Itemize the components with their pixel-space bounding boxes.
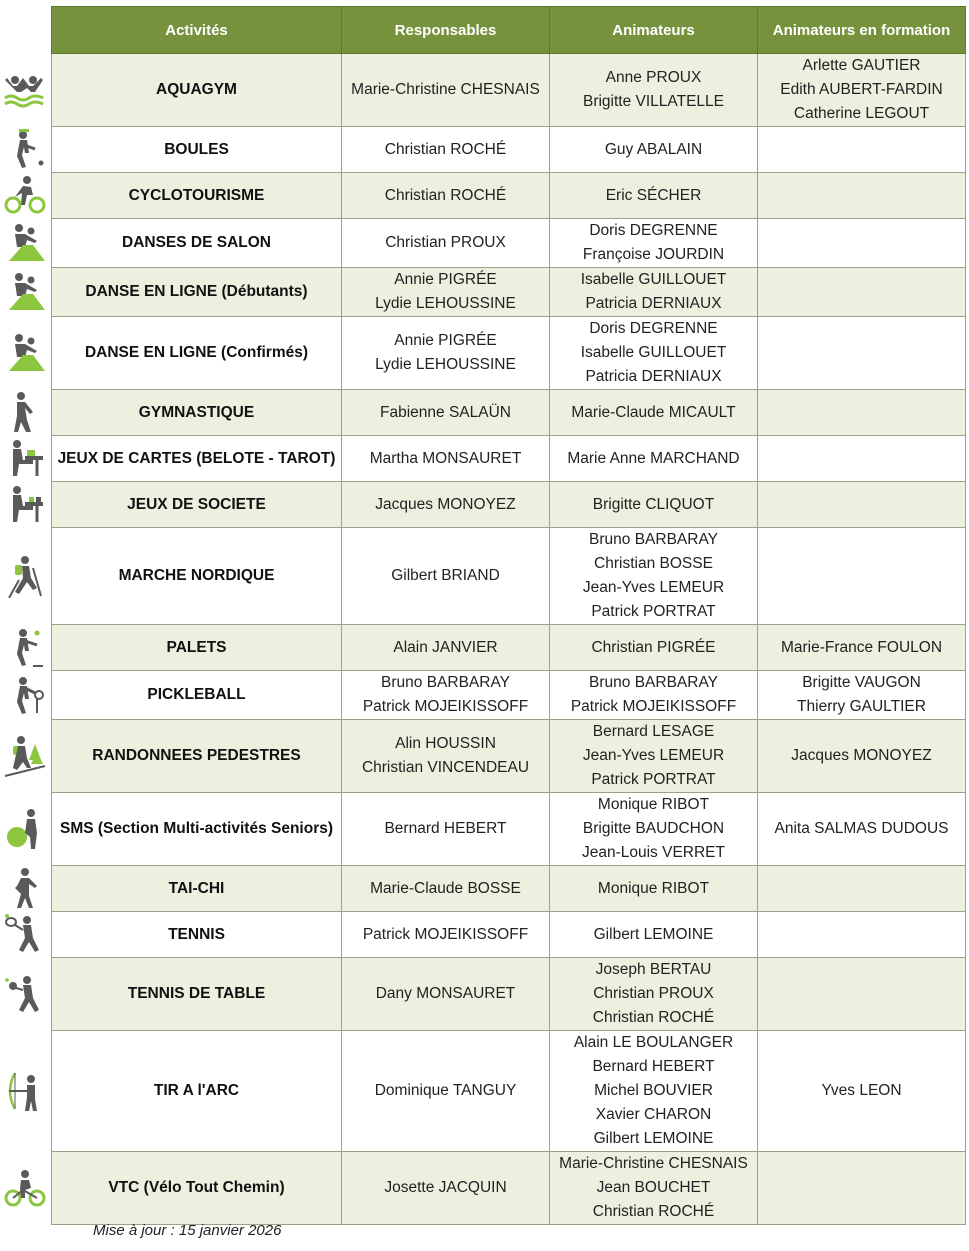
responsable-name: Fabienne SALAÜN bbox=[380, 403, 511, 421]
animateur-name: Joseph BERTAU bbox=[595, 961, 712, 978]
animateurs-cell bbox=[550, 1031, 758, 1152]
animateur-name: Christian BOSSE bbox=[594, 555, 713, 572]
animateurs-cell bbox=[550, 1152, 758, 1225]
dance-icon bbox=[3, 221, 47, 265]
formation-cell bbox=[758, 127, 966, 173]
responsables-cell bbox=[342, 912, 550, 958]
table-body bbox=[52, 54, 966, 1225]
animateurs-cell bbox=[550, 219, 758, 268]
table-row bbox=[52, 625, 966, 671]
table-row bbox=[52, 866, 966, 912]
responsable-name: Christian VINCENDEAU bbox=[361, 759, 530, 776]
animateur-name: Christian PIGRÉE bbox=[591, 638, 716, 656]
animateurs-cell bbox=[550, 528, 758, 625]
animateurs-cell bbox=[550, 317, 758, 390]
table-row bbox=[52, 173, 966, 219]
activity-name: BOULES bbox=[52, 127, 342, 173]
dance-icon bbox=[3, 270, 47, 314]
activity-name: TENNIS bbox=[52, 912, 342, 958]
table-row bbox=[52, 482, 966, 528]
activity-name: TIR A l'ARC bbox=[52, 1031, 342, 1152]
animateurs-cell bbox=[550, 127, 758, 173]
responsable-name: Bernard HEBERT bbox=[384, 820, 507, 837]
activity-name: CYCLOTOURISME bbox=[52, 173, 342, 219]
responsable-name: Alin HOUSSIN bbox=[395, 735, 496, 752]
responsables-cell bbox=[342, 671, 550, 720]
responsables-cell bbox=[342, 1031, 550, 1152]
animateur-name: Jean BOUCHET bbox=[596, 1179, 711, 1196]
table-row bbox=[52, 54, 966, 127]
animateur-name: Patrick PORTRAT bbox=[591, 771, 716, 788]
animateur-name: Jean-Louis VERRET bbox=[581, 844, 725, 861]
fitness-ball-icon bbox=[3, 807, 47, 851]
animateur-name: Bruno BARBARAY bbox=[589, 674, 718, 691]
responsable-name: Marie-Claude BOSSE bbox=[370, 879, 521, 897]
formation-cell bbox=[758, 173, 966, 219]
gymnastics-icon bbox=[3, 390, 47, 434]
table-header-row bbox=[52, 7, 966, 54]
animateur-name: Patrick PORTRAT bbox=[591, 603, 716, 620]
formation-cell bbox=[758, 866, 966, 912]
aquagym-icon bbox=[3, 68, 47, 112]
responsable-name: Patrick MOJEIKISSOFF bbox=[362, 698, 529, 715]
animateur-name: Patricia DERNIAUX bbox=[585, 295, 722, 312]
table-row bbox=[52, 268, 966, 317]
activity-name: TAI-CHI bbox=[52, 866, 342, 912]
dance-icon bbox=[3, 331, 47, 375]
responsables-cell bbox=[342, 268, 550, 317]
activity-name: PALETS bbox=[52, 625, 342, 671]
formation-cell bbox=[758, 528, 966, 625]
activity-name: AQUAGYM bbox=[52, 54, 342, 127]
formation-name: Thierry GAULTIER bbox=[797, 698, 926, 715]
responsables-cell bbox=[342, 173, 550, 219]
activity-name: MARCHE NORDIQUE bbox=[52, 528, 342, 625]
animateurs-cell bbox=[550, 54, 758, 127]
animateur-name: Doris DEGRENNE bbox=[589, 320, 718, 337]
animateurs-cell bbox=[550, 268, 758, 317]
archery-icon bbox=[3, 1069, 47, 1113]
formation-name: Marie-France FOULON bbox=[780, 638, 943, 656]
responsables-cell bbox=[342, 528, 550, 625]
formation-cell bbox=[758, 958, 966, 1031]
table-row bbox=[52, 528, 966, 625]
animateur-name: Christian ROCHÉ bbox=[592, 1009, 715, 1026]
formation-cell bbox=[758, 482, 966, 528]
animateurs-cell bbox=[550, 625, 758, 671]
animateur-name: Isabelle GUILLOUET bbox=[580, 271, 727, 288]
responsable-name: Alain JANVIER bbox=[393, 638, 498, 656]
header-animateurs-formation: Animateurs en formation bbox=[758, 7, 966, 54]
tennis-icon bbox=[3, 912, 47, 956]
board-game-icon bbox=[3, 482, 47, 526]
responsables-cell bbox=[342, 1152, 550, 1225]
table-tennis-icon bbox=[3, 972, 47, 1016]
table-row bbox=[52, 317, 966, 390]
animateur-name: Isabelle GUILLOUET bbox=[580, 344, 727, 361]
activity-name: VTC (Vélo Tout Chemin) bbox=[52, 1152, 342, 1225]
animateurs-cell bbox=[550, 720, 758, 793]
animateur-name: Michel BOUVIER bbox=[594, 1082, 713, 1099]
animateur-name: Patrick MOJEIKISSOFF bbox=[570, 698, 737, 715]
responsables-cell bbox=[342, 127, 550, 173]
activity-name: SMS (Section Multi-activités Seniors) bbox=[52, 793, 342, 866]
tai-chi-icon bbox=[3, 866, 47, 910]
animateur-name: Christian ROCHÉ bbox=[592, 1203, 715, 1220]
formation-cell bbox=[758, 625, 966, 671]
formation-name: Arlette GAUTIER bbox=[802, 57, 921, 74]
formation-cell bbox=[758, 1152, 966, 1225]
animateur-name: Xavier CHARON bbox=[595, 1106, 712, 1123]
cyclist-icon bbox=[3, 173, 47, 217]
activity-name: TENNIS DE TABLE bbox=[52, 958, 342, 1031]
formation-name: Catherine LEGOUT bbox=[793, 105, 930, 122]
animateurs-cell bbox=[550, 958, 758, 1031]
table-row bbox=[52, 436, 966, 482]
animateurs-cell bbox=[550, 390, 758, 436]
pickleball-icon bbox=[3, 673, 47, 717]
animateur-name: Doris DEGRENNE bbox=[589, 222, 718, 239]
formation-name: Anita SALMAS DUDOUS bbox=[774, 820, 949, 837]
formation-cell bbox=[758, 390, 966, 436]
formation-name: Brigitte VAUGON bbox=[802, 674, 921, 691]
animateur-name: Brigitte BAUDCHON bbox=[582, 820, 725, 837]
formation-cell bbox=[758, 912, 966, 958]
responsable-name: Christian ROCHÉ bbox=[384, 186, 507, 204]
animateur-name: Françoise JOURDIN bbox=[582, 246, 725, 263]
responsable-name: Martha MONSAURET bbox=[369, 449, 522, 467]
animateurs-cell bbox=[550, 912, 758, 958]
responsable-name: Lydie LEHOUSSINE bbox=[375, 356, 516, 373]
table-row bbox=[52, 127, 966, 173]
responsable-name: Jacques MONOYEZ bbox=[375, 495, 516, 513]
responsables-cell bbox=[342, 390, 550, 436]
formation-name: Jacques MONOYEZ bbox=[791, 747, 932, 764]
activity-name: GYMNASTIQUE bbox=[52, 390, 342, 436]
update-date: Mise à jour : 15 janvier 2026 bbox=[93, 1222, 282, 1239]
hiking-icon bbox=[3, 734, 47, 778]
table-row bbox=[52, 1031, 966, 1152]
animateur-name: Marie-Christine CHESNAIS bbox=[559, 1155, 748, 1172]
header-responsables: Responsables bbox=[342, 7, 550, 54]
activity-name: JEUX DE SOCIETE bbox=[52, 482, 342, 528]
animateur-name: Alain LE BOULANGER bbox=[573, 1034, 734, 1051]
formation-name: Yves LEON bbox=[821, 1082, 902, 1099]
table-row bbox=[52, 793, 966, 866]
table-row bbox=[52, 912, 966, 958]
responsables-cell bbox=[342, 958, 550, 1031]
formation-cell bbox=[758, 793, 966, 866]
table-row bbox=[52, 958, 966, 1031]
animateur-name: Patricia DERNIAUX bbox=[585, 368, 722, 385]
animateur-name: Anne PROUX bbox=[605, 69, 702, 86]
activity-icons-column bbox=[0, 0, 50, 1251]
responsable-name: Annie PIGRÉE bbox=[394, 271, 497, 288]
bicycle-icon bbox=[3, 1166, 47, 1210]
responsables-cell bbox=[342, 54, 550, 127]
animateur-name: Gilbert LEMOINE bbox=[593, 1130, 714, 1147]
responsable-name: Christian ROCHÉ bbox=[384, 140, 507, 158]
activities-table bbox=[51, 6, 966, 1225]
palets-icon bbox=[3, 625, 47, 669]
responsable-name: Bruno BARBARAY bbox=[381, 674, 510, 691]
responsable-name: Dany MONSAURET bbox=[375, 985, 516, 1002]
activity-name: DANSE EN LIGNE (Confirmés) bbox=[52, 317, 342, 390]
responsable-name: Christian PROUX bbox=[385, 234, 506, 251]
animateurs-cell bbox=[550, 436, 758, 482]
activity-name: RANDONNEES PEDESTRES bbox=[52, 720, 342, 793]
table-row bbox=[52, 219, 966, 268]
animateurs-cell bbox=[550, 482, 758, 528]
animateur-name: Brigitte VILLATELLE bbox=[582, 93, 724, 110]
table-row bbox=[52, 720, 966, 793]
animateurs-cell bbox=[550, 866, 758, 912]
card-game-icon bbox=[3, 436, 47, 480]
animateur-name: Jean-Yves LEMEUR bbox=[582, 579, 725, 596]
responsables-cell bbox=[342, 482, 550, 528]
animateurs-cell bbox=[550, 671, 758, 720]
responsable-name: Dominique TANGUY bbox=[374, 1082, 517, 1099]
formation-cell bbox=[758, 54, 966, 127]
formation-cell bbox=[758, 317, 966, 390]
formation-cell bbox=[758, 219, 966, 268]
animateurs-cell bbox=[550, 793, 758, 866]
responsables-cell bbox=[342, 317, 550, 390]
responsables-cell bbox=[342, 625, 550, 671]
responsables-cell bbox=[342, 219, 550, 268]
animateur-name: Bernard LESAGE bbox=[592, 723, 715, 740]
table-row bbox=[52, 671, 966, 720]
formation-cell bbox=[758, 671, 966, 720]
header-animateurs: Animateurs bbox=[550, 7, 758, 54]
formation-cell bbox=[758, 436, 966, 482]
responsable-name: Marie-Christine CHESNAIS bbox=[351, 81, 540, 98]
responsables-cell bbox=[342, 720, 550, 793]
animateur-name: Gilbert LEMOINE bbox=[593, 925, 714, 943]
activity-name: DANSE EN LIGNE (Débutants) bbox=[52, 268, 342, 317]
animateur-name: Brigitte CLIQUOT bbox=[592, 495, 715, 513]
activity-name: DANSES DE SALON bbox=[52, 219, 342, 268]
nordic-walking-icon bbox=[3, 554, 47, 598]
animateur-name: Monique RIBOT bbox=[597, 796, 710, 813]
animateur-name: Monique RIBOT bbox=[597, 879, 710, 897]
formation-cell bbox=[758, 268, 966, 317]
responsables-cell bbox=[342, 793, 550, 866]
animateur-name: Eric SÉCHER bbox=[605, 186, 702, 204]
activity-name: JEUX DE CARTES (BELOTE - TAROT) bbox=[52, 436, 342, 482]
animateur-name: Guy ABALAIN bbox=[604, 140, 703, 158]
responsable-name: Lydie LEHOUSSINE bbox=[375, 295, 516, 312]
animateur-name: Christian PROUX bbox=[593, 985, 714, 1002]
table-row bbox=[52, 1152, 966, 1225]
activity-name: PICKLEBALL bbox=[52, 671, 342, 720]
responsable-name: Josette JACQUIN bbox=[384, 1179, 507, 1196]
animateur-name: Bernard HEBERT bbox=[592, 1058, 715, 1075]
boules-icon bbox=[3, 127, 47, 171]
responsables-cell bbox=[342, 866, 550, 912]
animateur-name: Jean-Yves LEMEUR bbox=[582, 747, 725, 764]
formation-name: Edith AUBERT-FARDIN bbox=[780, 81, 943, 98]
responsable-name: Gilbert BRIAND bbox=[391, 567, 500, 584]
responsables-cell bbox=[342, 436, 550, 482]
table-row bbox=[52, 390, 966, 436]
header-activites: Activités bbox=[52, 7, 342, 54]
responsable-name: Patrick MOJEIKISSOFF bbox=[362, 925, 529, 943]
animateur-name: Marie-Claude MICAULT bbox=[571, 403, 736, 421]
formation-cell bbox=[758, 720, 966, 793]
formation-cell bbox=[758, 1031, 966, 1152]
animateur-name: Marie Anne MARCHAND bbox=[567, 449, 740, 467]
animateurs-cell bbox=[550, 173, 758, 219]
responsable-name: Annie PIGRÉE bbox=[394, 332, 497, 349]
animateur-name: Bruno BARBARAY bbox=[589, 531, 718, 548]
